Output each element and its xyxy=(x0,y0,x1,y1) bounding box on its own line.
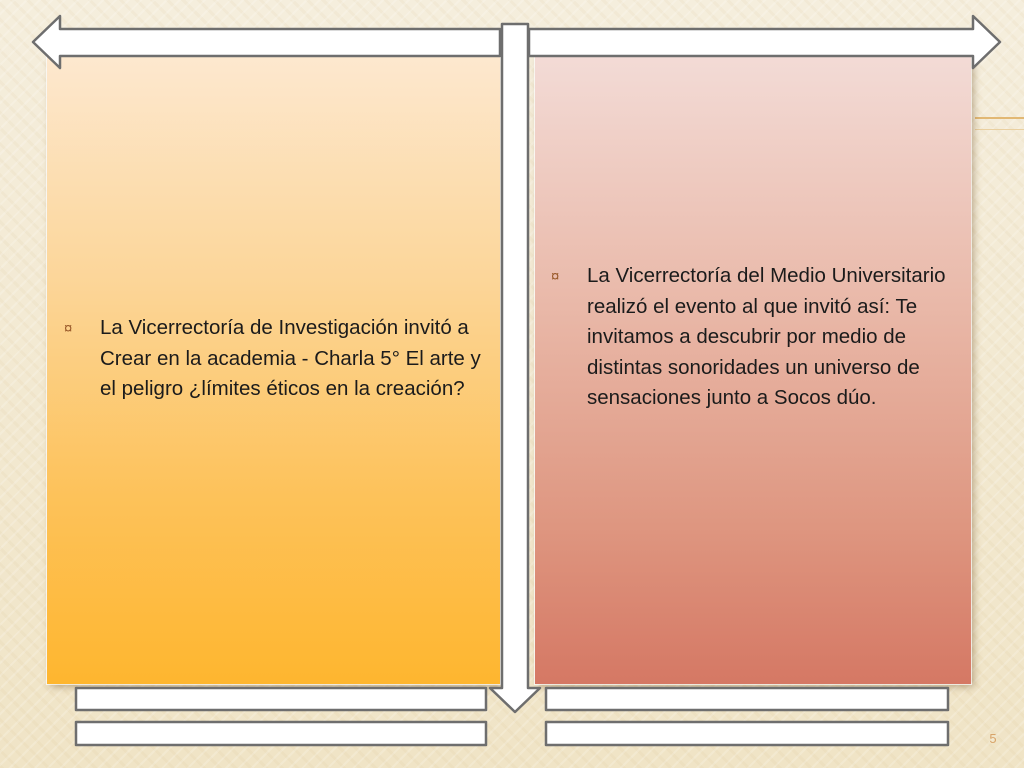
down-arrow-shape xyxy=(490,24,540,712)
bottom-box xyxy=(76,688,486,710)
left-arrow-shape xyxy=(33,16,500,68)
bullet-icon: ¤ xyxy=(64,320,73,337)
left-bullet-text: La Vicerrectoría de Investigación invitó a Crear en la academia - Charla 5° El arte y el peligro ¿límites éticos en la creación? xyxy=(100,316,481,400)
bullet-icon: ¤ xyxy=(551,268,560,285)
bottom-box xyxy=(546,688,948,710)
page-number: 5 xyxy=(989,731,997,746)
right-bullet-text: La Vicerrectoría del Medio Universitario realizó el evento al que invitó así: Te invitamos a descubrir por medio de distintas sonoridades un universo de sensaciones junto a Socos dúo. xyxy=(587,264,946,409)
bottom-box xyxy=(546,722,948,745)
bottom-box xyxy=(76,722,486,745)
right-arrow-shape xyxy=(529,16,1000,68)
